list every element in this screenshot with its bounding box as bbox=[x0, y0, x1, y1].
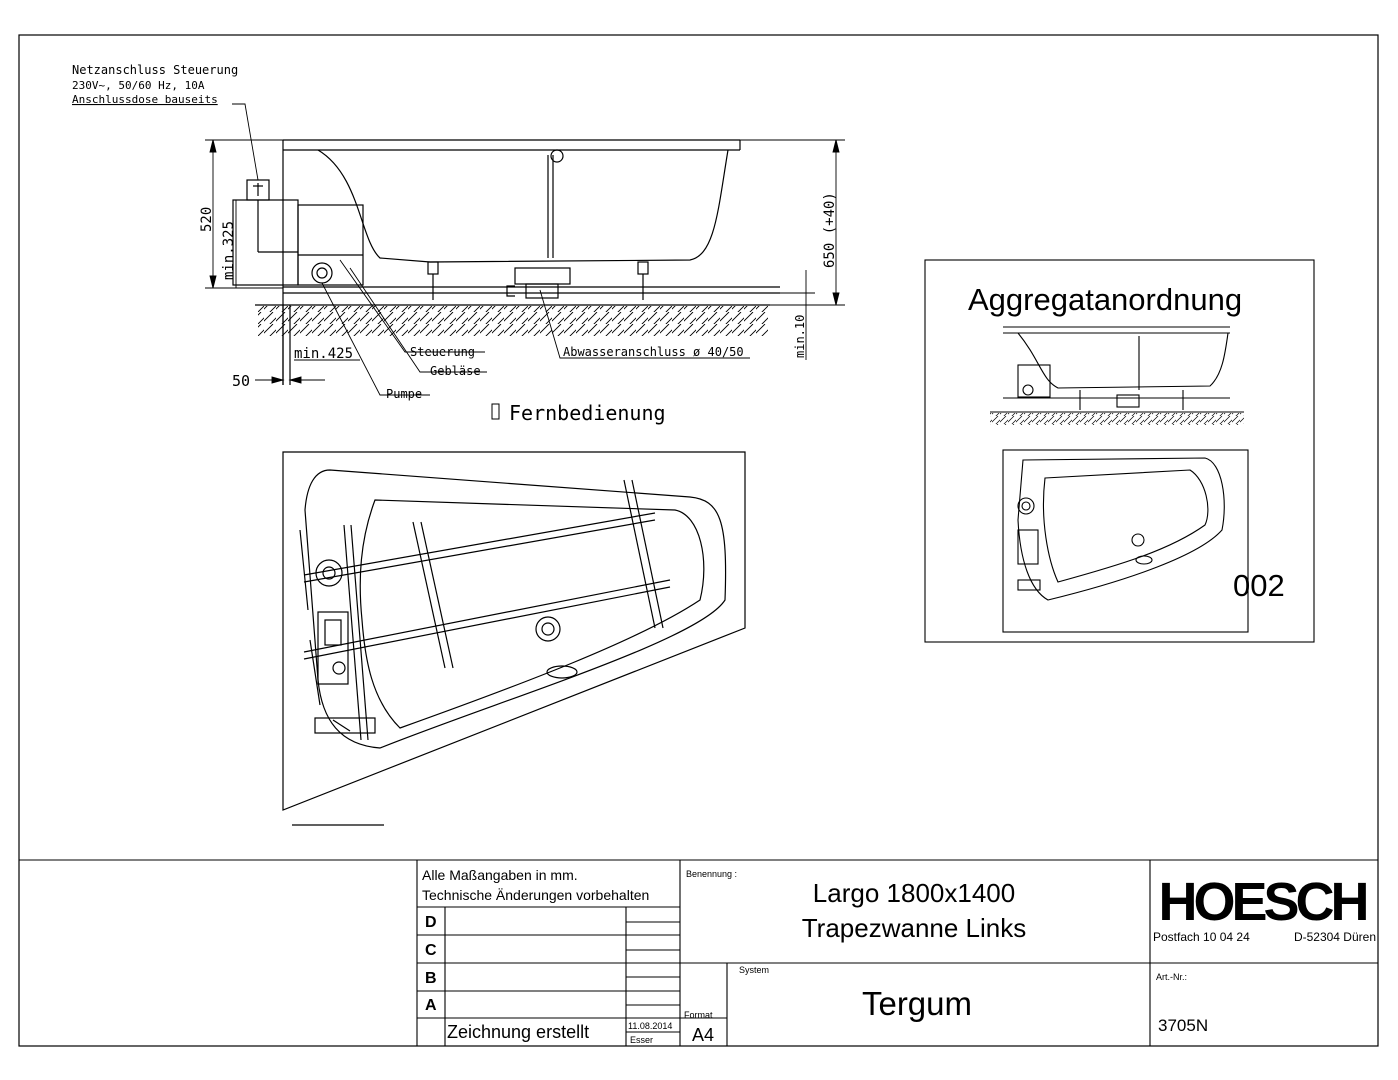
postfach-text: Postfach 10 04 24 bbox=[1153, 930, 1250, 944]
dim-min10-text: min.10 bbox=[793, 314, 807, 358]
remote-control-icon bbox=[492, 404, 499, 419]
benennung-label: Benennung : bbox=[686, 869, 738, 879]
format-value: A4 bbox=[692, 1025, 715, 1045]
dim-520-text: 520 bbox=[199, 206, 215, 232]
floor-hatch bbox=[258, 306, 768, 336]
mains-spec-text: 230V~, 50/60 Hz, 10A bbox=[72, 79, 205, 92]
dim-min325-text: min.325 bbox=[221, 220, 237, 280]
city-text: D-52304 Düren bbox=[1293, 930, 1376, 944]
dim-min425-text: min.425 bbox=[294, 346, 354, 362]
mains-box-text: Anschlussdose bauseits bbox=[72, 93, 218, 106]
created-date: 11.08.2014 bbox=[628, 1021, 673, 1031]
inset-floor-hatch bbox=[990, 413, 1244, 425]
system-value: Tergum bbox=[861, 985, 973, 1022]
revision-a: A bbox=[425, 997, 437, 1014]
plan-view bbox=[283, 452, 745, 810]
system-label: System bbox=[739, 965, 770, 975]
label-geblaese: Gebläse bbox=[430, 364, 481, 378]
format-label: Format bbox=[684, 1010, 713, 1020]
product-line-1: Largo 1800x1400 bbox=[812, 878, 1016, 908]
label-abwasser: Abwasseranschluss ø 40/50 bbox=[563, 345, 744, 359]
note-line-2: Technische Änderungen vorbehalten bbox=[422, 887, 650, 903]
inset-number: 002 bbox=[1233, 568, 1285, 603]
label-pumpe: Pumpe bbox=[386, 387, 423, 401]
label-fernbedienung: Fernbedienung bbox=[509, 401, 666, 425]
product-line-2: Trapezwanne Links bbox=[801, 913, 1027, 943]
company-logo: HOESCH bbox=[1158, 872, 1366, 932]
inset-title: Aggregatanordnung bbox=[968, 282, 1243, 317]
label-steuerung: Steuerung bbox=[410, 345, 476, 359]
revision-d: D bbox=[425, 914, 437, 931]
mains-title-text: Netzanschluss Steuerung bbox=[72, 63, 239, 77]
artnr-value: 3705N bbox=[1158, 1016, 1209, 1035]
artnr-label: Art.-Nr.: bbox=[1156, 972, 1187, 982]
created-by: Esser bbox=[630, 1035, 654, 1045]
note-line-1: Alle Maßangaben in mm. bbox=[422, 867, 578, 883]
revision-c: C bbox=[425, 942, 437, 959]
created-label: Zeichnung erstellt bbox=[447, 1022, 590, 1042]
dim-50-text: 50 bbox=[232, 372, 251, 390]
revision-b: B bbox=[425, 970, 437, 987]
dim-650-text: 650 (+40) bbox=[822, 192, 838, 268]
